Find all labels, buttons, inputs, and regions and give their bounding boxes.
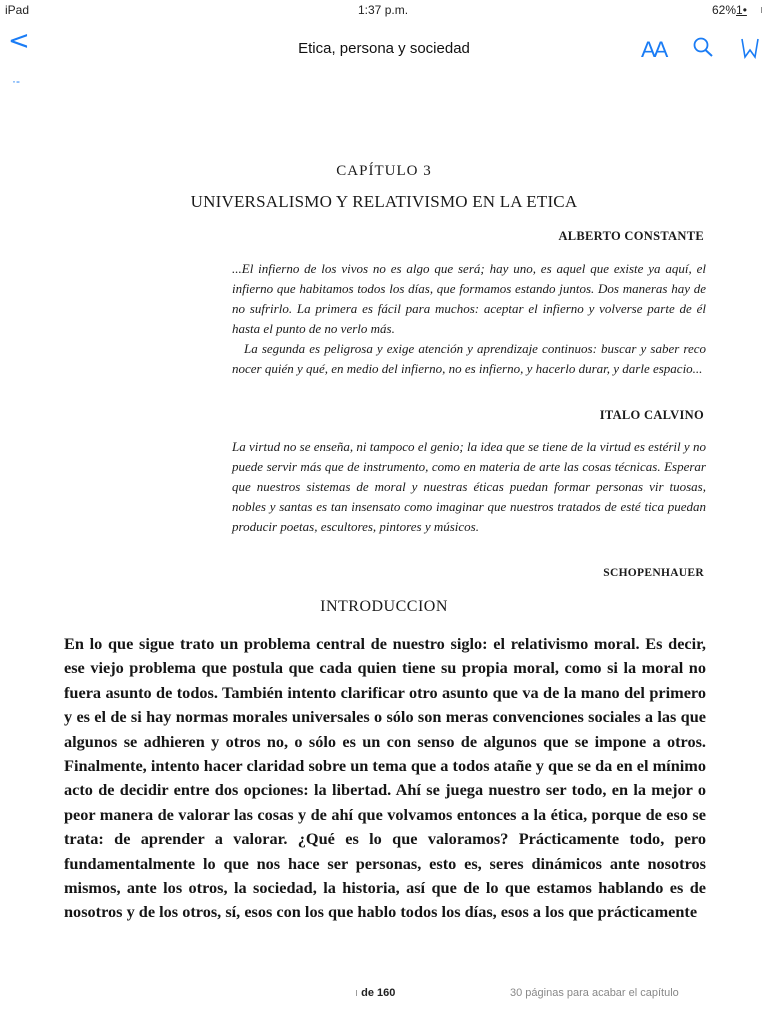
bookmark-icon — [740, 37, 760, 59]
search-button[interactable] — [692, 37, 716, 64]
book-title: Etica, persona y sociedad — [298, 40, 470, 57]
table-of-contents-icon[interactable]: ·- — [12, 74, 20, 88]
epigraph-schopenhauer — [232, 437, 706, 537]
battery-icon: ı — [760, 4, 764, 16]
chapter-heading: UNIVERSALISMO Y RELATIVISMO EN LA ETICA — [190, 192, 578, 211]
text-size-button[interactable] — [641, 37, 666, 63]
epigraph-paragraph: La segunda es peligrosa y exige atención y aprendizaje continuos: buscar y saber reco nocer quién y qué, en medio del infierno, no es infierno, y hacerlo durar, y darle espacio... — [232, 341, 706, 376]
status-device: iPad — [5, 3, 30, 17]
epigraph-attribution: ITALO CALVINO — [599, 408, 704, 422]
text-size-icon: AA — [641, 37, 667, 62]
search-icon — [692, 37, 716, 59]
page-indicator[interactable]: ı de 160 — [355, 987, 396, 999]
epigraph-calvino — [232, 259, 706, 379]
battery-percent: 62% — [712, 3, 737, 17]
status-time: 1:37 p.m. — [358, 3, 409, 17]
status-battery — [712, 3, 747, 17]
battery-suffix: 1• — [736, 3, 747, 17]
epigraph-paragraph: La virtud no se enseña, ni tampoco el genio; la idea que se tiene de la virtud es estéril y no puede servir más que de instrumento, como en materia de arte las cosas técnicas. Esperar que nuestros sistemas de moral y nuestras éticas puedan formar personas vir tuosas, nobles y santas es tan insensato como imaginar que nuestros tratados de esté tica puedan producir poetas, escultores, pintores y músicos. — [232, 439, 706, 534]
chevron-left-icon: < — [8, 26, 30, 56]
epigraph-paragraph: ...El infierno de los vivos no es algo que será; hay uno, es aquel que existe ya aquí, el infierno que habitamos todos los días, que formamos estando juntos. Dos maneras hay de no sufrirlo. La primera es fácil para muchos: aceptar el infierno y volverse parte de él hasta el punto de no verlo más. — [232, 261, 706, 336]
page-total: de 160 — [361, 987, 396, 999]
section-heading: INTRODUCCION — [320, 598, 448, 615]
bookmark-button[interactable] — [740, 37, 760, 64]
pages-remaining: 30 páginas para acabar el capítulo — [510, 987, 679, 999]
epigraph-attribution: SCHOPENHAUER — [603, 567, 704, 579]
chapter-author: ALBERTO CONSTANTE — [558, 229, 704, 243]
chapter-number: CAPÍTULO 3 — [336, 163, 432, 179]
body-paragraph: En lo que sigue trato un problema central de nuestro siglo: el relativismo moral. Es decir, ese viejo problema que postula que cada quien tiene su propia moral, como si la moral no fuera asunto de todos. También intento clarificar otro asunto que va de la mano del primero y es el de si hay normas morales universales o sólo son meras convenciones sociales a las que algunos se adhieren y otros no, o sólo es un con senso de algunos que se impone a otros. Finalmente, intento hacer claridad sobre un tema que a todos atañe y que se da en el mínimo acto de decidir entre dos opciones: la libertad. Ahí se juega nuestro ser todo, en la mejor o peor manera de valorar las cosas y de ahí que volvamos entonces a la ética, porque de eso se trata: de aprender a valorar. ¿Qué es lo que valoramos? Prácticamente todo, pero fundamentalmente lo que nos hace ser personas, esto es, seres dinámicos ante nosotros mismos, ante los otros, la sociedad, la historia, así que de lo que estamos hablando es de nosotros y de los otros, sí, esos con los que hablo todos los días, esos a los que prácticamente — [64, 634, 706, 922]
